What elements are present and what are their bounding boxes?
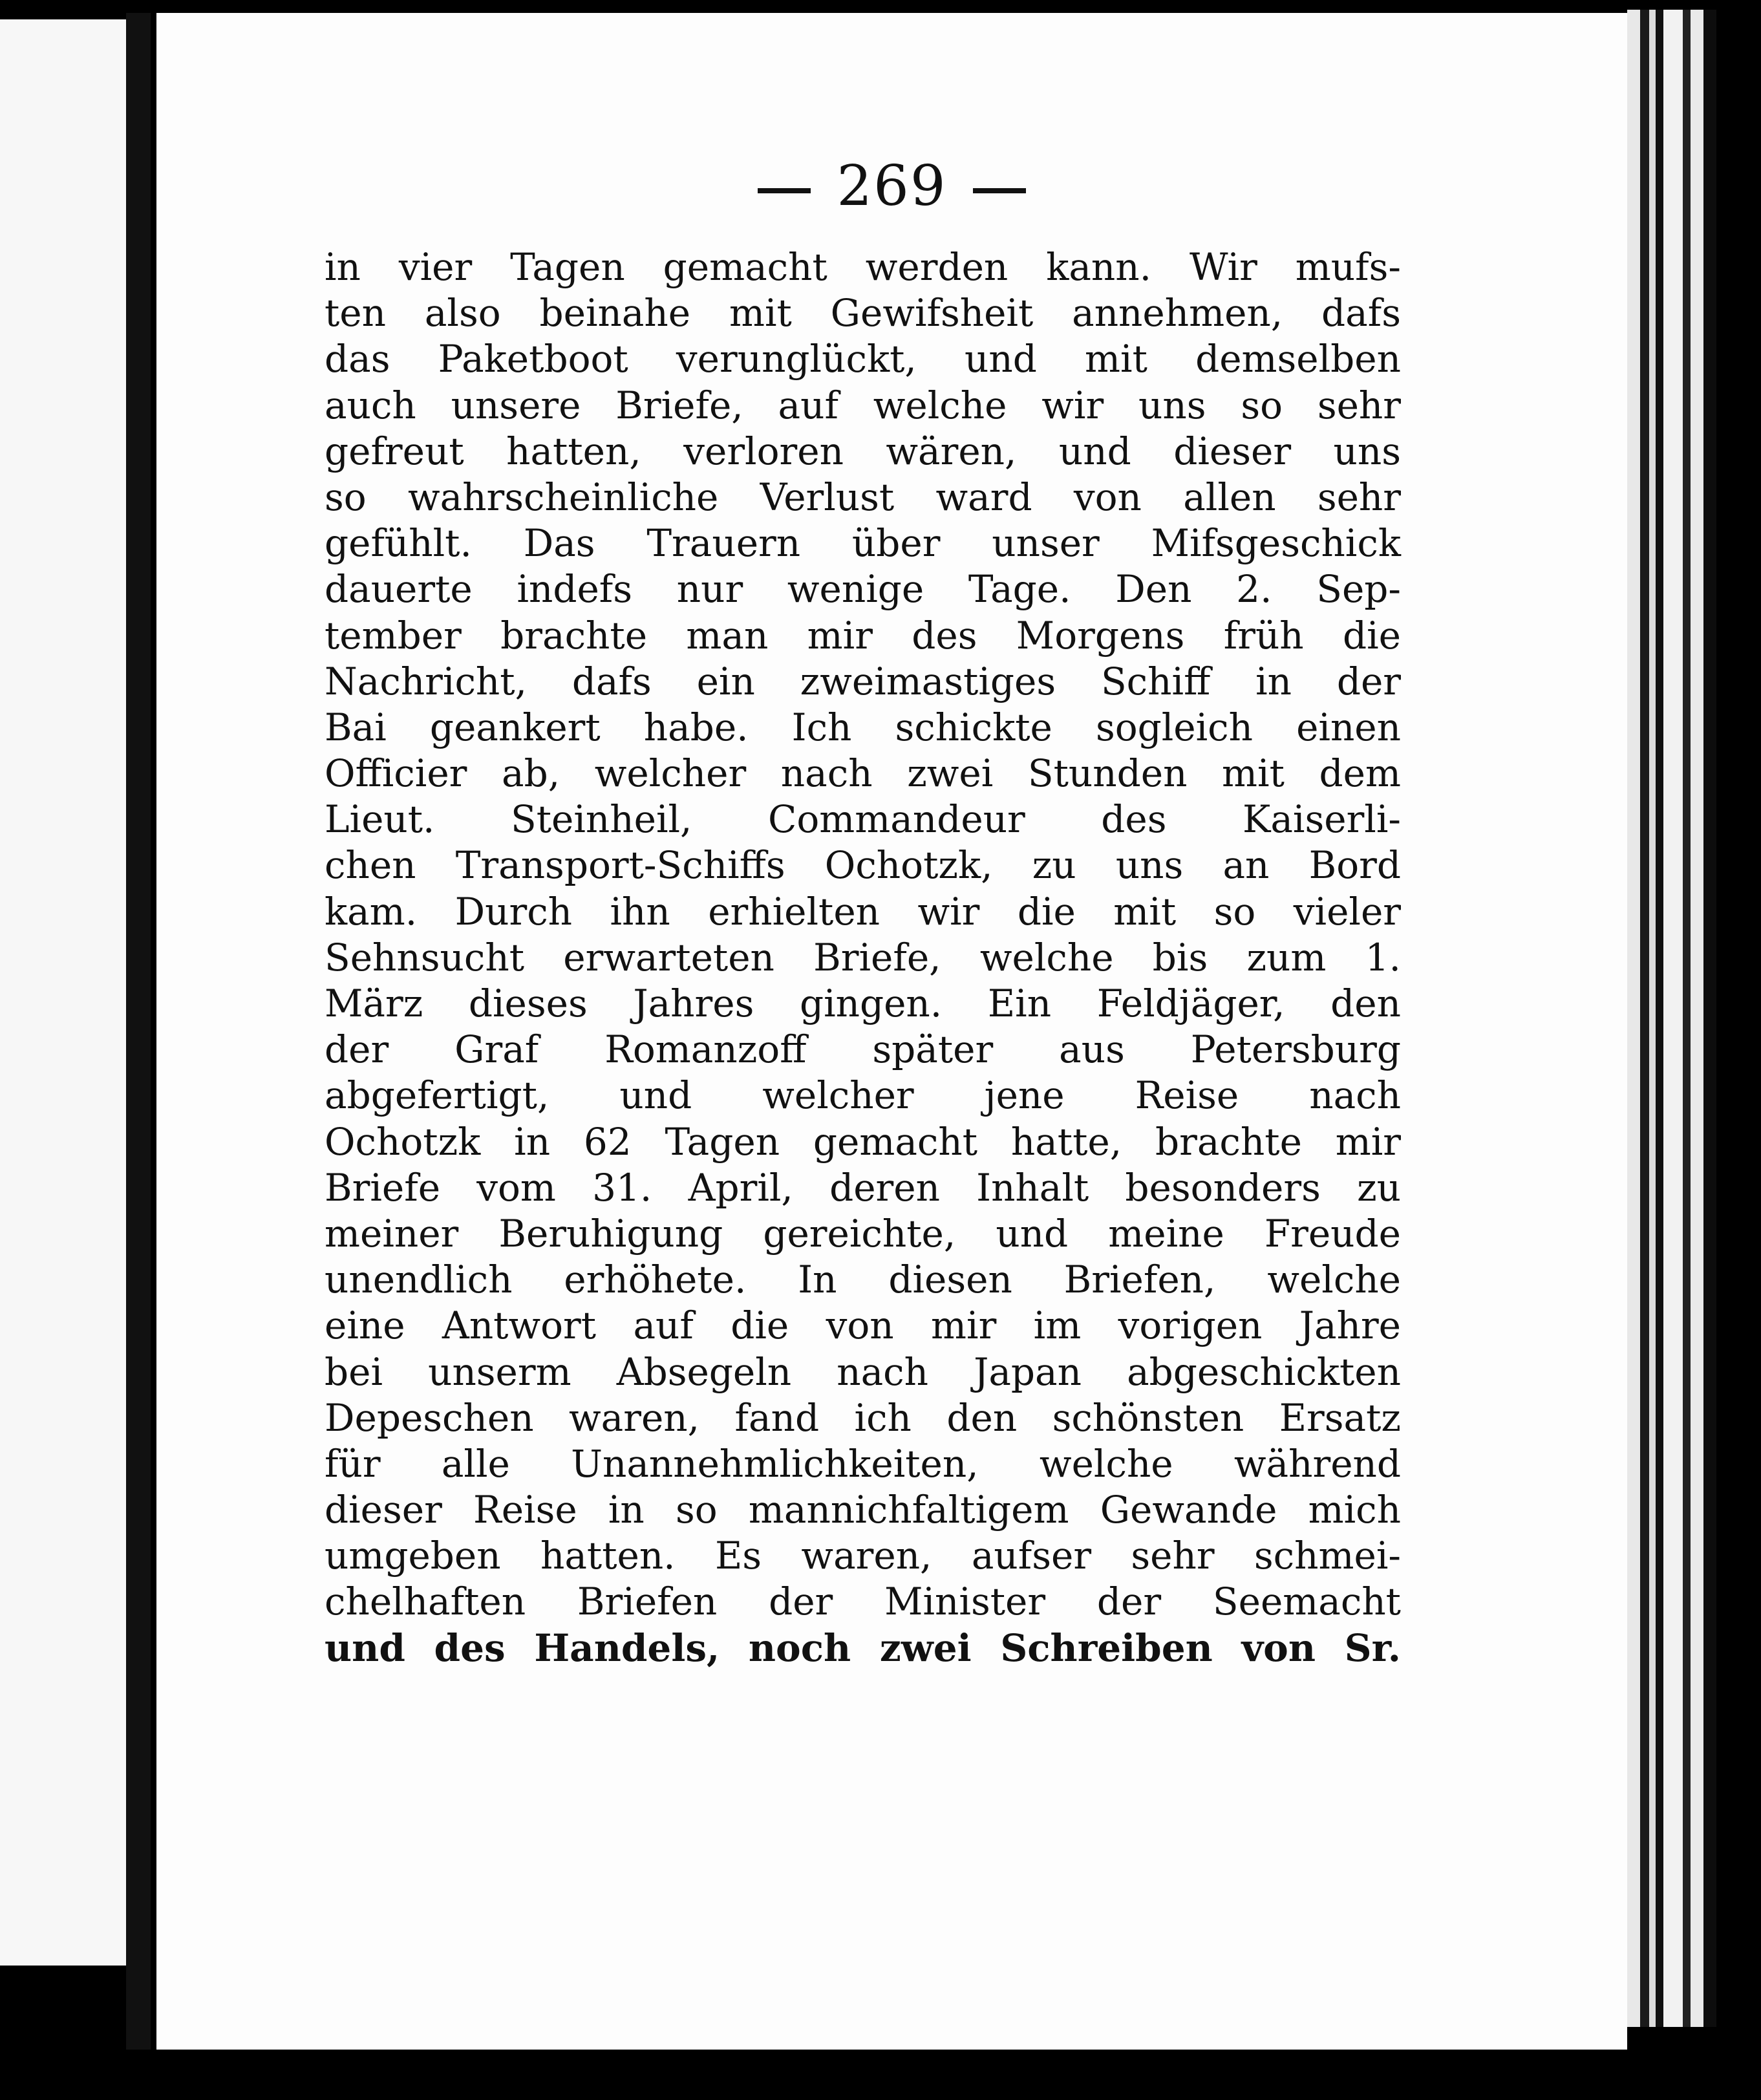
text-line: unendlich erhöhete. In diesen Briefen, welche [325, 1258, 1401, 1302]
page-edge [1656, 10, 1663, 2027]
text-line: meiner Beruhigung gereichte, und meine Freude [325, 1211, 1401, 1256]
page-header [156, 154, 1627, 219]
book-page [156, 13, 1627, 2050]
text-line: auch unsere Briefe, auf welche wir uns so sehr [325, 383, 1401, 427]
text-line: Nachricht, dafs ein zweimastiges Schiff in der [325, 659, 1401, 703]
text-line: dieser Reise in so mannichfaltigem Gewande mich [325, 1488, 1401, 1532]
text-line: kam. Durch ihn erhielten wir die mit so vieler [325, 889, 1401, 934]
text-line: abgefertigt, und welcher jene Reise nach [325, 1073, 1401, 1118]
page-edge [1663, 10, 1683, 2027]
text-line: Bai geankert habe. Ich schickte sogleich einen [325, 705, 1401, 749]
header-dash-right [973, 188, 1026, 193]
book-gutter [126, 13, 151, 2050]
text-line: das Paketboot verunglückt, und mit demselben [325, 337, 1401, 381]
text-line: dauerte indefs nur wenige Tage. Den 2. Sep- [325, 567, 1401, 612]
text-line: bei unserm Absegeln nach Japan abgeschickten [325, 1349, 1401, 1394]
body-text [325, 244, 1401, 1671]
text-line: gefühlt. Das Trauern über unser Mifsgeschick [325, 521, 1401, 566]
text-line: ten also beinahe mit Gewifsheit annehmen, dafs [325, 291, 1401, 336]
text-line: Ochotzk in 62 Tagen gemacht hatte, brachte mir [325, 1119, 1401, 1164]
text-line: März dieses Jahres gingen. Ein Feldjäger, den [325, 981, 1401, 1025]
page-edge [1627, 10, 1640, 2027]
text-line: so wahrscheinliche Verlust ward von allen sehr [325, 475, 1401, 519]
header-dash-left [758, 188, 811, 193]
text-line: chelhaften Briefen der Minister der Seemacht [325, 1580, 1401, 1624]
page-edge [1683, 10, 1691, 2027]
text-line: umgeben hatten. Es waren, aufser sehr schmei- [325, 1534, 1401, 1578]
text-line: Officier ab, welcher nach zwei Stunden mit dem [325, 751, 1401, 796]
text-line: Sehnsucht erwarteten Briefe, welche bis zum 1. [325, 935, 1401, 980]
text-line: gefreut hatten, verloren wären, und dieser uns [325, 429, 1401, 473]
page-edge [1703, 10, 1716, 2027]
text-line: chen Transport-Schiffs Ochotzk, zu uns an Bord [325, 843, 1401, 888]
page-number: 269 [837, 154, 947, 219]
text-line: eine Antwort auf die von mir im vorigen Jahre [325, 1303, 1401, 1348]
text-line: der Graf Romanzoff später aus Petersburg [325, 1027, 1401, 1072]
text-line: Depeschen waren, fand ich den schönsten Ersatz [325, 1395, 1401, 1440]
text-line: tember brachte man mir des Morgens früh die [325, 613, 1401, 658]
text-line: in vier Tagen gemacht werden kann. Wir mufs- [325, 245, 1401, 289]
page-edge [1691, 10, 1703, 2027]
text-line: für alle Unannehmlichkeiten, welche während [325, 1441, 1401, 1486]
text-line: Briefe vom 31. April, deren Inhalt besonders zu [325, 1165, 1401, 1210]
text-line: Lieut. Steinheil, Commandeur des Kaiserli- [325, 797, 1401, 842]
page-edge [1649, 10, 1656, 2027]
facing-page-edge [0, 19, 129, 1966]
page-edge [1640, 10, 1649, 2027]
text-line: und des Handels, noch zwei Schreiben von Sr. [325, 1625, 1401, 1670]
